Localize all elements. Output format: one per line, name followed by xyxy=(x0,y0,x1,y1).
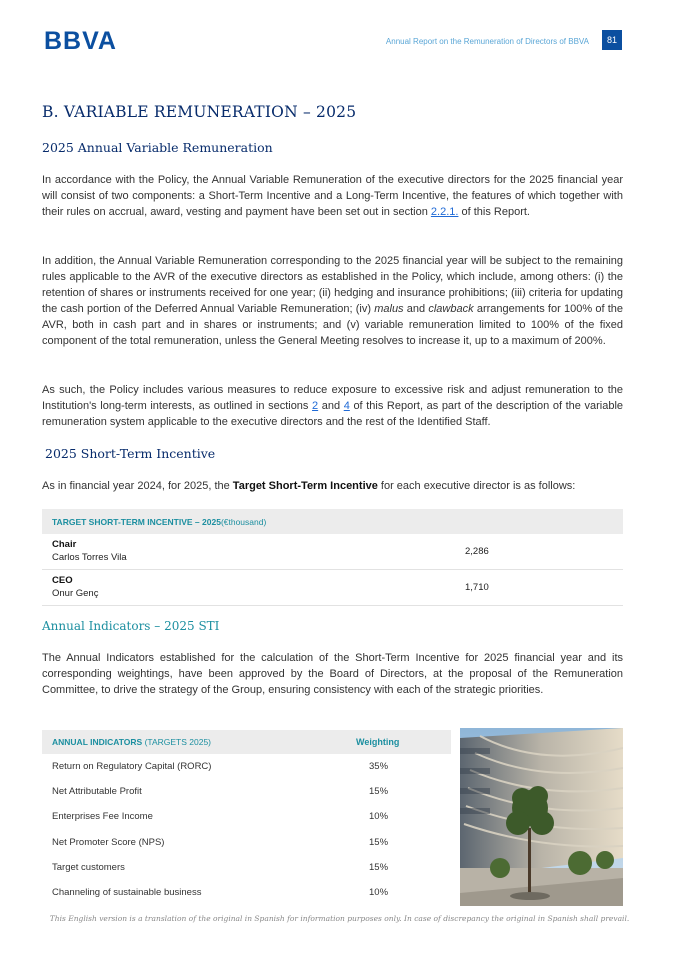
paragraph-annual-indicators: The Annual Indicators established for the calculation of the Short-Term Incentive for 2025 financial year and its corresponding weightings, have been approved by the Board of Directors, at the proposal of the Remuneration Committee, to drive the strategy of the Group, ensuring consistency with each of the strategic priorities. xyxy=(42,652,623,696)
sti-amount: 2,286 xyxy=(465,546,489,557)
report-title: Annual Report on the Remuneration of Directors of BBVA xyxy=(385,37,589,46)
subheading-sti: 2025 Short-Term Incentive xyxy=(45,446,216,461)
annual-indicators-table-header: ANNUAL INDICATORS (TARGETS 2025) Weighting xyxy=(42,730,451,754)
sti-amount: 1,710 xyxy=(465,582,489,593)
paragraph-avr-intro: In accordance with the Policy, the Annual Variable Remuneration of the executive directors for the 2025 financial year will consist of two components: a Short-Term Incentive and a Long-Term Incentive, the features of which together with their rules on accrual, award, vesting and payment have been set out in section 2.2.1. of this Report. xyxy=(42,174,623,218)
director-role: Chair xyxy=(52,539,77,550)
section-title: B. VARIABLE REMUNERATION – 2025 xyxy=(42,103,357,121)
building-photo xyxy=(460,728,623,906)
director-role: CEO xyxy=(52,575,73,586)
link-section-4[interactable]: 4 xyxy=(343,400,350,412)
svg-text:BBVA: BBVA xyxy=(44,28,117,52)
table-row xyxy=(42,570,623,606)
annual-indicators-table xyxy=(42,730,451,905)
paragraph-risk-measures: As such, the Policy includes various measures to reduce exposure to excessive risk and adjust remuneration to the Institution's long-term interests, as outlined in sections 2 and 4 of this Report, as part of the description of the variable remuneration system applicable to the executive directors and the rest of the Identified Staff. xyxy=(42,384,624,428)
paragraph-avr-rules: In addition, the Annual Variable Remuneration corresponding to the 2025 financial year will be subject to the remaining rules applicable to the AVR of the executive directors as established in the Policy, which include, among others: (i) the retention of shares or instruments received for one year; (ii) hedging and insurance prohibitions; (iii) criteria for updating the cash portion of the Deferred Annual Variable Remuneration; (iv) malus and clawback arrangements for 100% of the AVR, both in cash part and in shares or instruments; and (v) variable remuneration limited to 100% of the fixed component of the total remuneration, unless the General Meeting resolves to increase it, up to a maximum of 200%. xyxy=(42,255,624,347)
table-row: Target customers 15% xyxy=(52,861,389,873)
weighting-header: Weighting xyxy=(356,737,400,747)
link-section-2[interactable]: 2 xyxy=(312,400,319,412)
director-name: Onur Genç xyxy=(52,587,99,599)
page-number: 81 xyxy=(602,30,622,50)
target-sti-table-header: TARGET SHORT-TERM INCENTIVE – 2025 (€thousand) xyxy=(42,509,623,534)
table-row xyxy=(42,534,623,570)
target-sti-table xyxy=(42,509,623,606)
table-row: Net Promoter Score (NPS) 15% xyxy=(52,836,389,848)
bbva-logo xyxy=(44,28,122,52)
subheading-avr: 2025 Annual Variable Remuneration xyxy=(42,140,273,155)
paragraph-sti-intro: As in financial year 2024, for 2025, the Target Short-Term Incentive for each executive director is as follows: xyxy=(42,480,576,492)
table-row: Enterprises Fee Income 10% xyxy=(52,811,389,823)
subheading-annual-indicators: Annual Indicators – 2025 STI xyxy=(42,619,220,633)
table-row: Channeling of sustainable business 10% xyxy=(52,887,389,899)
table-row: Net Attributable Profit 15% xyxy=(52,786,389,798)
link-section-2-2-1[interactable]: 2.2.1. xyxy=(430,206,459,218)
table-row: Return on Regulatory Capital (RORC) 35% xyxy=(52,761,389,773)
director-name: Carlos Torres Vila xyxy=(52,551,127,563)
disclaimer-footer: This English version is a translation of the original in Spanish for information purposes only. In case of discrepancy the original in Spanish shall prevail. xyxy=(49,914,630,923)
